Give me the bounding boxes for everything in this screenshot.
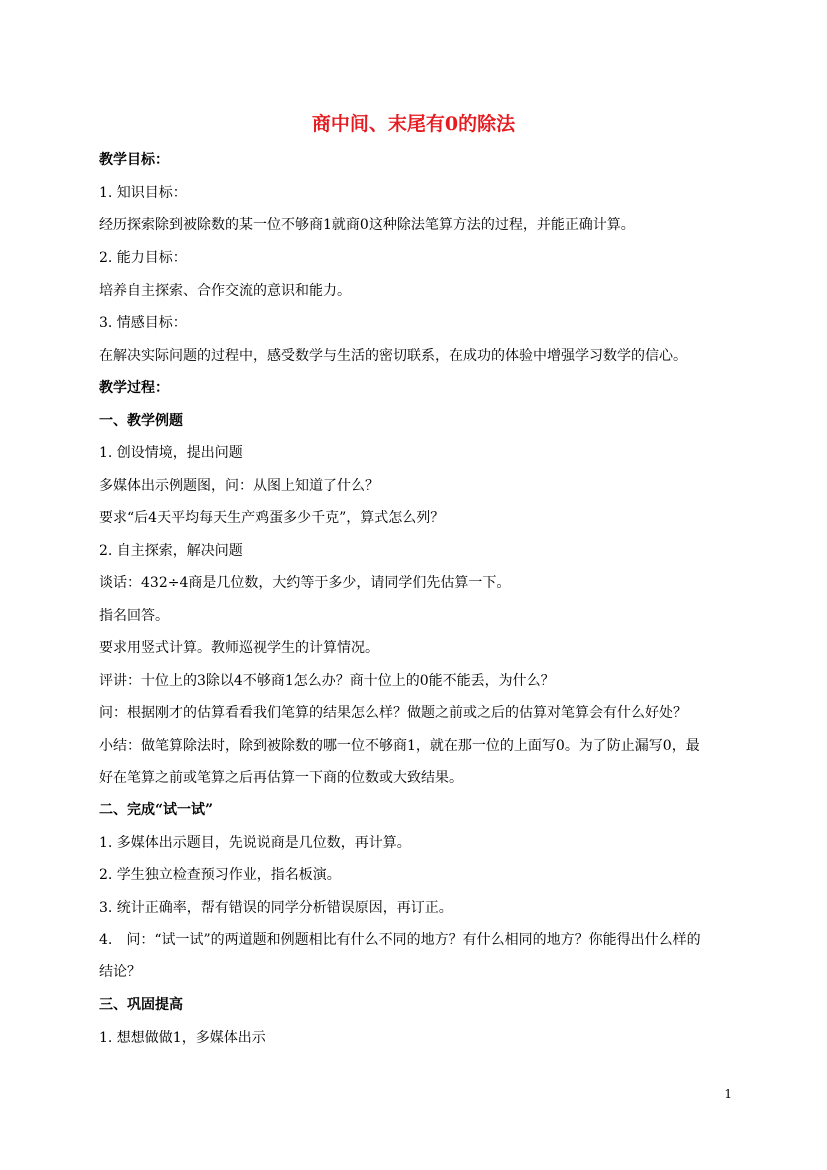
paragraph-show-example: 多媒体出示例题图，问：从图上知道了什么？ (99, 478, 379, 494)
list-item-1: 1. 多媒体出示题目，先说说商是几位数，再计算。 (99, 835, 411, 851)
section-heading-try-it: 二、完成“试一试” (99, 802, 214, 818)
document-title: 商中间、末尾有0的除法 (311, 113, 516, 135)
step-create-situation: 1. 创设情境，提出问题 (99, 445, 243, 461)
paragraph-emotion-goal: 在解决实际问题的过程中，感受数学与生活的密切联系，在成功的体验中增强学习数学的信心。 (99, 348, 687, 364)
subheading-ability-goal: 2. 能力目标： (99, 250, 187, 266)
section-heading-teaching-goals: 教学目标： (99, 152, 169, 168)
list-item-2: 2. 学生独立检查预习作业，指名板演。 (99, 867, 341, 883)
paragraph-answer: 指名回答。 (99, 608, 169, 624)
paragraph-question: 问：根据刚才的估算看看我们笔算的结果怎么样？做题之前或之后的估算对笔算会有什么好处？ (99, 705, 687, 721)
paragraph-summary-line-1: 小结：做笔算除法时，除到被除数的哪一位不够商1，就在那一位的上面写0。为了防止漏写0，最 (99, 738, 700, 754)
section-heading-teaching-process: 教学过程： (99, 380, 169, 396)
step-explore: 2. 自主探索，解决问题 (99, 543, 243, 559)
paragraph-estimate: 谈话：432÷4商是几位数，大约等于多少，请同学们先估算一下。 (99, 575, 511, 591)
paragraph-summary-line-2: 好在笔算之前或笔算之后再估算一下商的位数或大致结果。 (99, 770, 463, 786)
list-item-practice-1: 1. 想想做做1，多媒体出示 (99, 1030, 266, 1046)
paragraph-formula-question: 要求“后4天平均每天生产鸡蛋多少千克”，算式怎么列？ (99, 510, 445, 526)
section-heading-example: 一、教学例题 (99, 413, 183, 429)
paragraph-knowledge-goal: 经历探索除到被除数的某一位不够商1就商0这种除法笔算方法的过程，并能正确计算。 (99, 217, 635, 233)
list-item-4-line-1: 4. 问：“试一试”的两道题和例题相比有什么不同的地方？有什么相同的地方？你能得出什么样的 (99, 932, 701, 948)
section-heading-consolidate: 三、巩固提高 (99, 997, 183, 1013)
subheading-emotion-goal: 3. 情感目标： (99, 315, 187, 331)
paragraph-comment: 评讲：十位上的3除以4不够商1怎么办？商十位上的0能不能丢，为什么？ (99, 673, 555, 689)
paragraph-ability-goal: 培养自主探索、合作交流的意识和能力。 (99, 283, 351, 299)
list-item-4-line-2: 结论？ (99, 964, 141, 980)
list-item-3: 3. 统计正确率，帮有错误的同学分析错误原因，再订正。 (99, 900, 453, 916)
subheading-knowledge-goal: 1. 知识目标： (99, 185, 187, 201)
page-number: 1 (724, 1087, 732, 1101)
paragraph-vertical-calc: 要求用竖式计算。教师巡视学生的计算情况。 (99, 640, 379, 656)
